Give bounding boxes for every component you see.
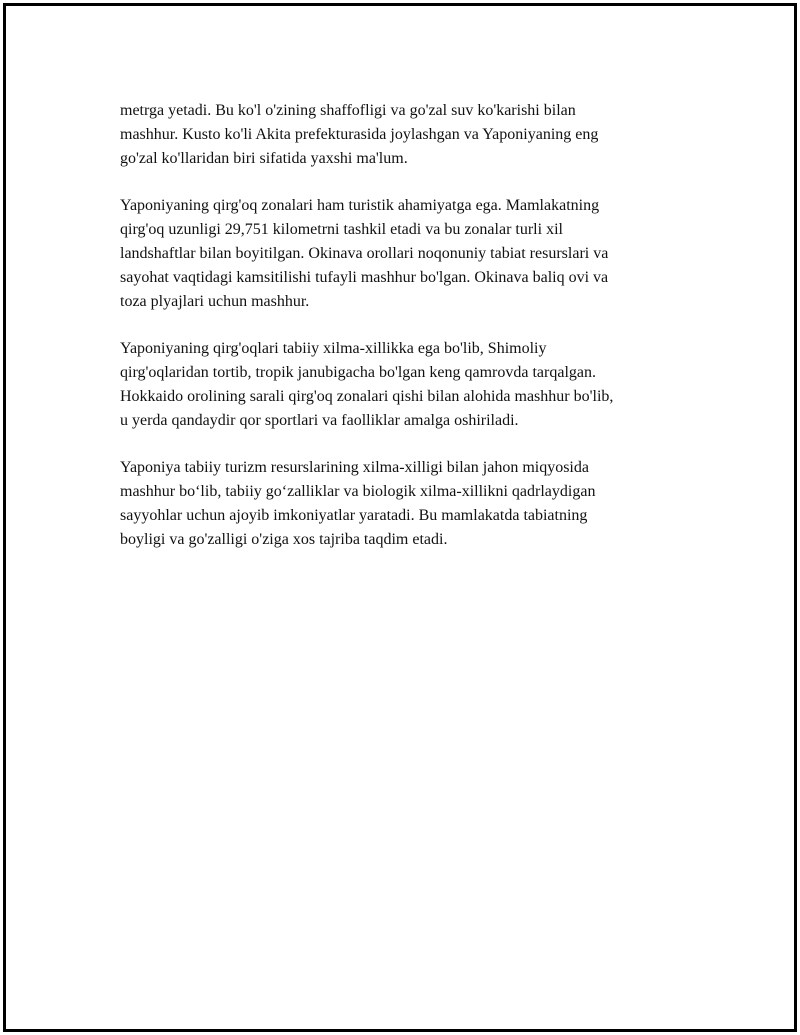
paragraph-4 [120,456,700,552]
text-line: Yaponiyaning qirg'oq zonalari ham turistik ahamiyatga ega. Mamlakatning [120,197,600,214]
text-line: qirg'oq uzunligi 29,751 kilometrni tashkil etadi va bu zonalar turli xil [120,221,563,238]
text-line: Yaponiya tabiiy turizm resurslarining xilma-xilligi bilan jahon miqyosida [120,459,589,476]
page-frame [3,3,797,1032]
page-content [120,99,700,575]
text-line: u yerda qandaydir qor sportlari va faolliklar amalga oshiriladi. [120,412,519,429]
paragraph-2 [120,194,700,314]
text-line: sayyohlar uchun ajoyib imkoniyatlar yaratadi. Bu mamlakatda tabiatning [120,507,588,524]
text-line: Yaponiyaning qirg'oqlari tabiiy xilma-xillikka ega bo'lib, Shimoliy [120,340,547,357]
paragraph-3 [120,337,700,433]
text-line: landshaftlar bilan boyitilgan. Okinava orollari noqonuniy tabiat resurslari va [120,245,609,262]
text-line: metrga yetadi. Bu ko'l o'zining shaffofligi va go'zal suv ko'karishi bilan [120,102,576,119]
text-line: sayohat vaqtidagi kamsitilishi tufayli mashhur bo'lgan. Okinava baliq ovi va [120,269,609,286]
text-line: Hokkaido orolining sarali qirg'oq zonalari qishi bilan alohida mashhur bo'lib, [120,388,614,405]
paragraph-1 [120,99,700,171]
text-line: go'zal ko'llaridan biri sifatida yaxshi ma'lum. [120,150,408,167]
text-line: toza plyajlari uchun mashhur. [120,293,310,310]
text-line: mashhur bo‘lib, tabiiy go‘zalliklar va biologik xilma-xillikni qadrlaydigan [120,483,596,500]
text-line: mashhur. Kusto ko'li Akita prefekturasida joylashgan va Yaponiyaning eng [120,126,599,143]
text-line: qirg'oqlaridan tortib, tropik janubigacha bo'lgan keng qamrovda tarqalgan. [120,364,596,381]
text-line: boyligi va go'zalligi o'ziga xos tajriba taqdim etadi. [120,531,448,548]
